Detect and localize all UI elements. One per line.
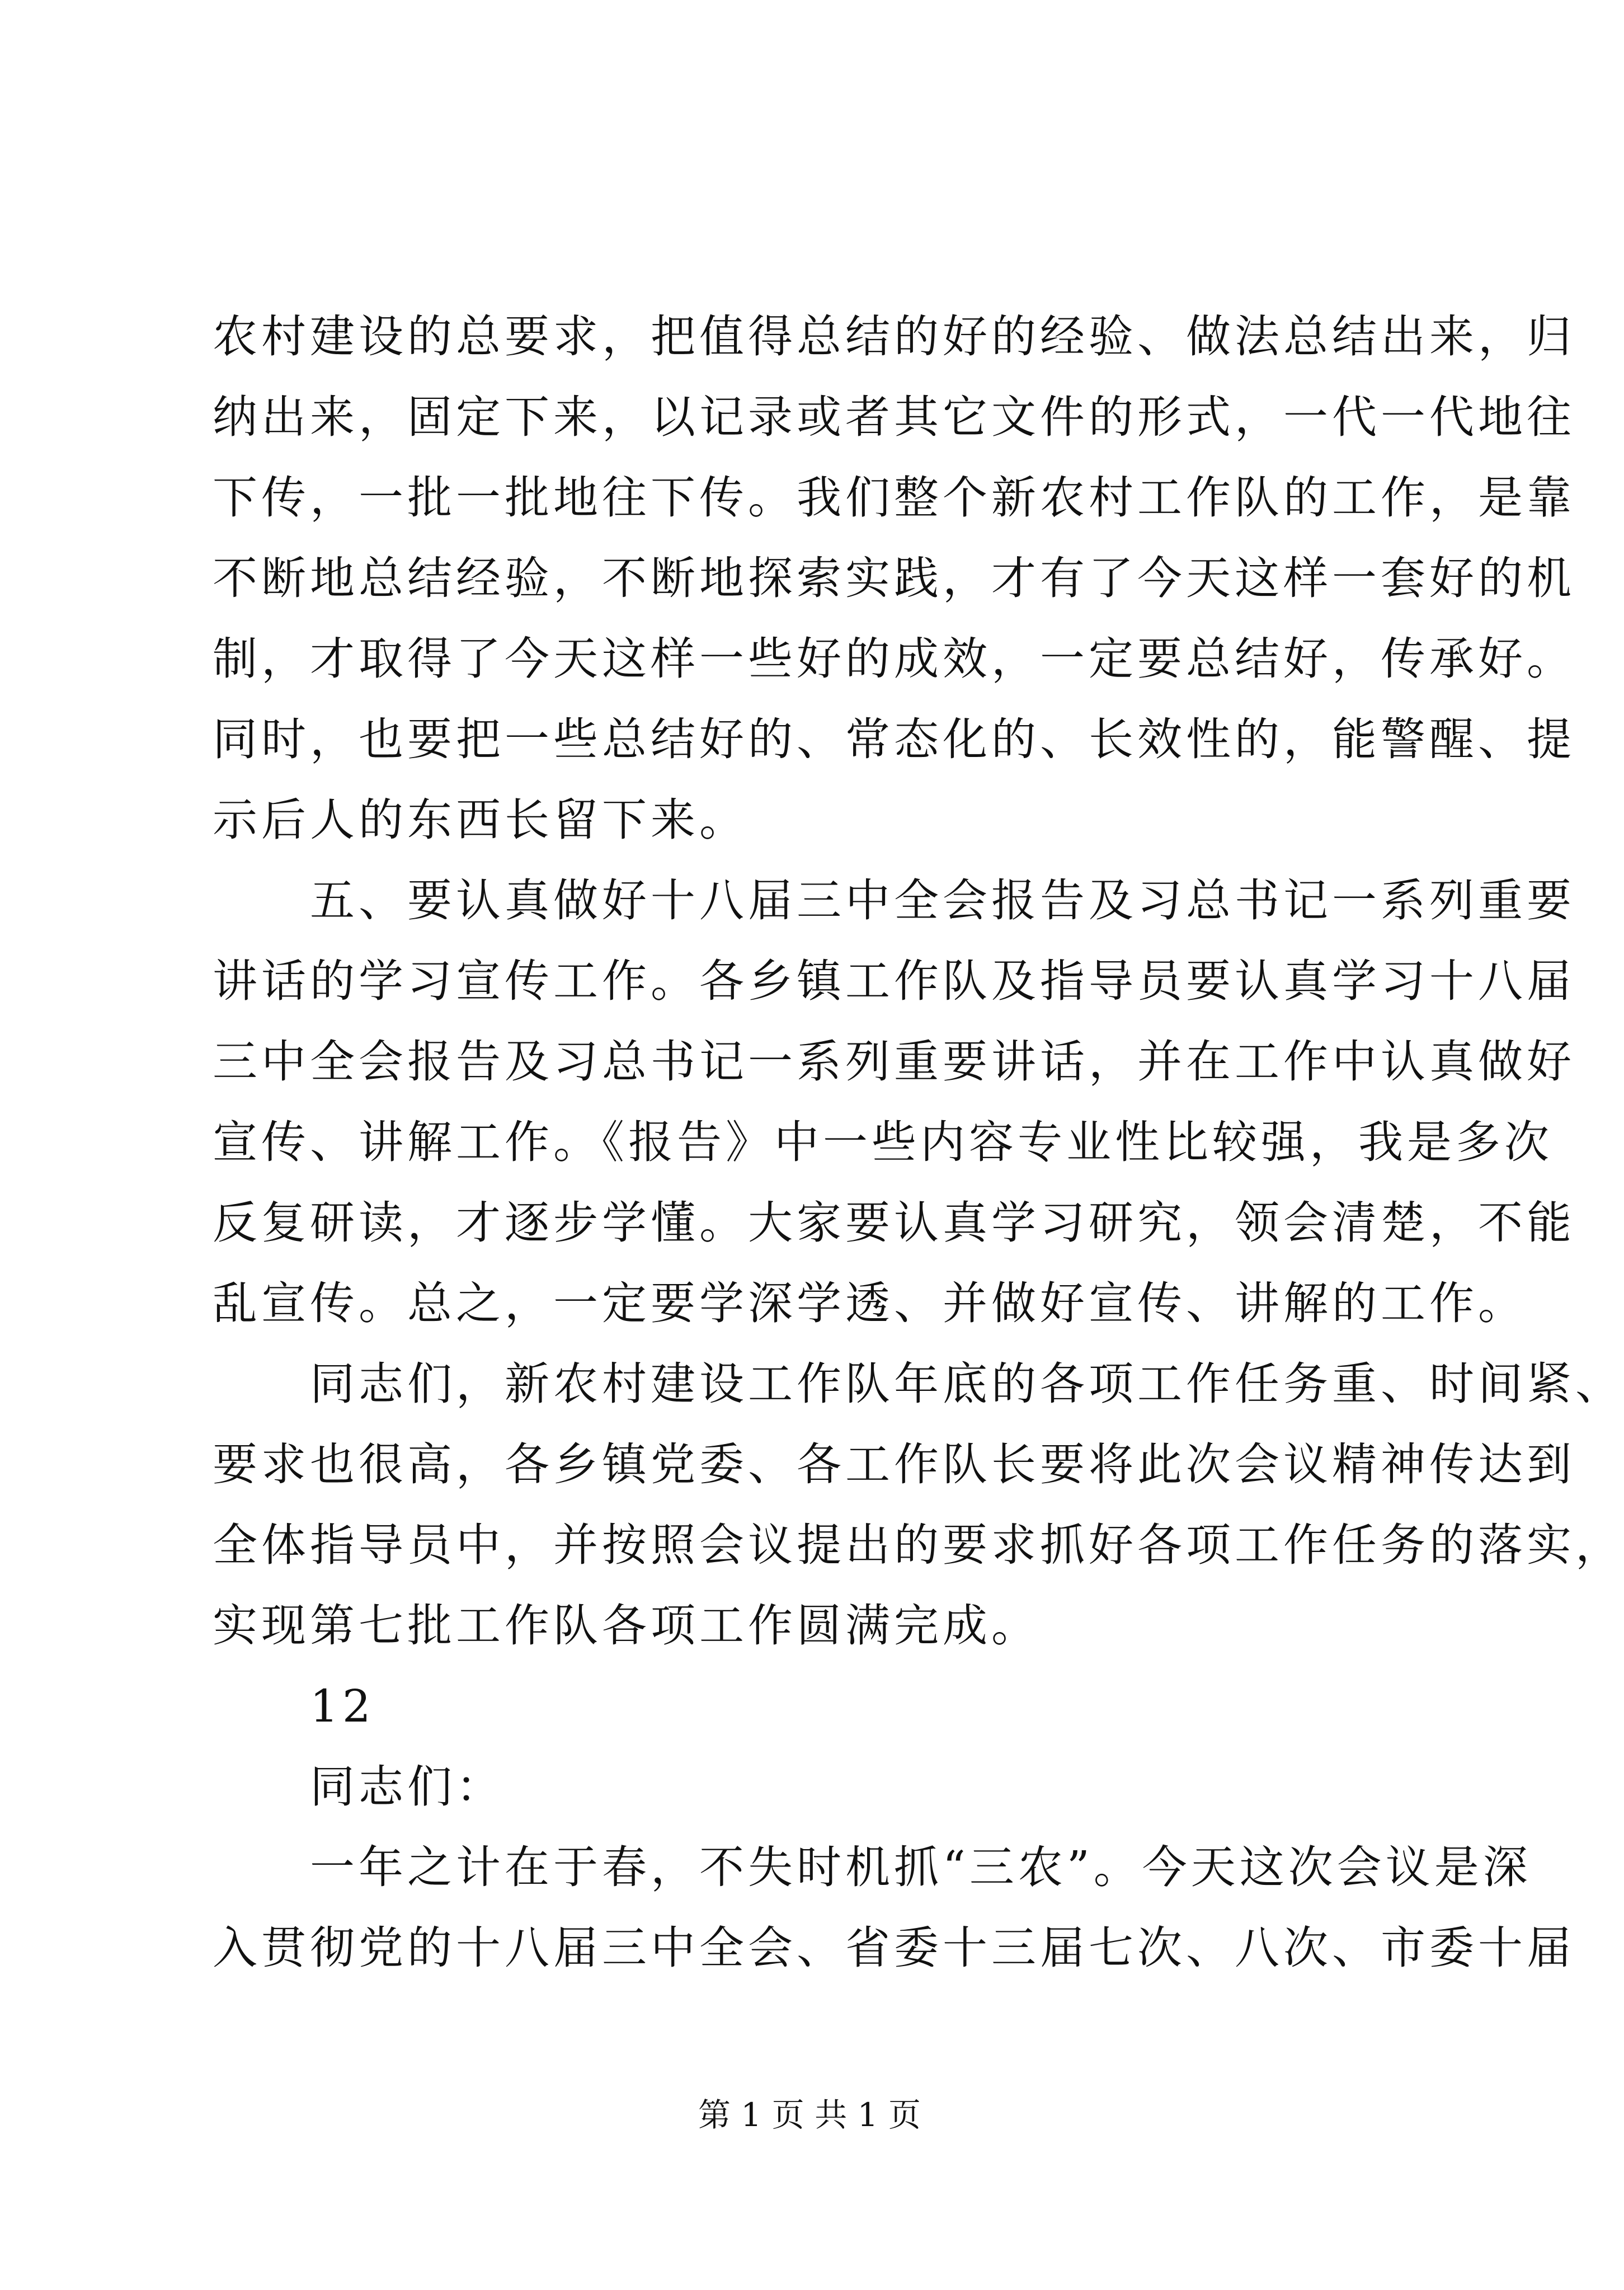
text-line: 讲话的学习宣传工作。各乡镇工作队及指导员要认真学习十八届 <box>213 955 1575 1007</box>
page-footer: 第 1 页 共 1 页 <box>698 2096 921 2134</box>
text-line: 入贯彻党的十八届三中全会、省委十三届七次、八次、市委十届 <box>213 1922 1575 1974</box>
text-line: 12 <box>213 1680 375 1732</box>
text-line: 反复研读，才逐步学懂。大家要认真学习研究，领会清楚，不能 <box>213 1197 1575 1249</box>
text-line: 实现第七批工作队各项工作圆满完成。 <box>213 1600 1040 1652</box>
text-line: 纳出来，固定下来，以记录或者其它文件的形式，一代一代地往 <box>213 391 1575 443</box>
text-line: 示后人的东西长留下来。 <box>213 794 748 846</box>
text-line: 制，才取得了今天这样一些好的成效，一定要总结好，传承好。 <box>213 633 1575 685</box>
text-line: 同时，也要把一些总结好的、常态化的、长效性的，能警醒、提 <box>213 713 1575 765</box>
text-line: 不断地总结经验，不断地探索实践，才有了今天这样一套好的机 <box>213 552 1575 604</box>
text-line: 同志们，新农村建设工作队年底的各项工作任务重、时间紧、 <box>213 1358 1624 1410</box>
document-body <box>213 297 1624 1988</box>
text-line: 五、要认真做好十八届三中全会报告及习总书记一系列重要 <box>213 874 1575 927</box>
text-line: 一年之计在于春，不失时机抓“三农”。今天这次会议是深 <box>213 1841 1532 1893</box>
text-line: 全体指导员中，并按照会议提出的要求抓好各项工作任务的落实， <box>213 1519 1624 1571</box>
text-line: 农村建设的总要求，把值得总结的好的经验、做法总结出来，归 <box>213 311 1575 363</box>
text-line: 三中全会报告及习总书记一系列重要讲话，并在工作中认真做好 <box>213 1036 1575 1088</box>
text-line: 下传，一批一批地往下传。我们整个新农村工作队的工作，是靠 <box>213 472 1575 524</box>
text-line: 要求也很高，各乡镇党委、各工作队长要将此次会议精神传达到 <box>213 1438 1575 1490</box>
text-line: 同志们： <box>213 1761 505 1813</box>
text-line: 宣传、讲解工作。《报告》中一些内容专业性比较强，我是多次 <box>213 1116 1553 1168</box>
text-line: 乱宣传。总之，一定要学深学透、并做好宣传、讲解的工作。 <box>213 1277 1527 1329</box>
